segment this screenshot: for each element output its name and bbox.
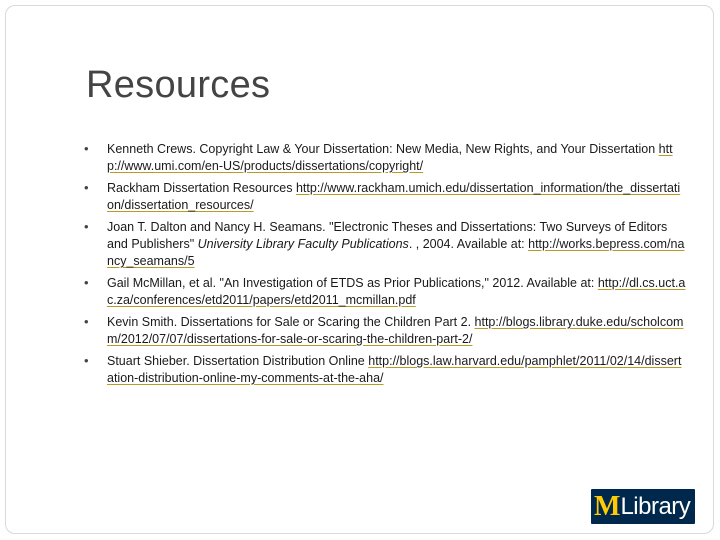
m-library-logo: [591, 489, 695, 524]
citation-text: Kenneth Crews. Copyright Law & Your Dissertation: New Media, New Rights, and Your Dissertation: [107, 142, 659, 156]
citation-text: Joan T. Dalton and Nancy H. Seamans. "Electronic Theses and Dissertations: Two Surveys of Editors and Publishers": [107, 220, 668, 251]
bullet-icon: •: [84, 275, 89, 290]
resource-link[interactable]: http://blogs.library.duke.edu/scholcomm/2012/07/07/dissertations-for-sale-or-scaring-the-children-part-2/: [107, 315, 684, 346]
bullet-icon: •: [84, 180, 89, 195]
citation-text: Kevin Smith. Dissertations for Sale or Scaring the Children Part 2.: [107, 315, 475, 329]
resource-link[interactable]: http://www.rackham.umich.edu/dissertation_information/the_dissertation/dissertation_resources/: [107, 181, 681, 212]
resource-link[interactable]: http://dl.cs.uct.ac.za/conferences/etd2011/papers/etd2011_mcmillan.pdf: [107, 276, 686, 307]
bullet-icon: •: [84, 141, 89, 156]
resource-link[interactable]: http://www.umi.com/en-US/products/dissertations/copyright/: [107, 142, 673, 173]
block-m-logo-mark: M: [594, 491, 620, 522]
citation-suffix: . , 2004. Available at:: [408, 237, 529, 251]
citation-text: Rackham Dissertation Resources: [107, 181, 296, 195]
slide-title: Resources: [86, 64, 271, 106]
citation-text: Gail McMillan, et al. "An Investigation of ETDS as Prior Publications," 2012. Available at:: [107, 276, 598, 290]
resource-list: [86, 141, 686, 392]
bullet-icon: •: [84, 353, 89, 368]
list-item: [86, 219, 686, 270]
bullet-icon: •: [84, 314, 89, 329]
list-item: [86, 180, 686, 214]
resource-link[interactable]: http://blogs.law.harvard.edu/pamphlet/2011/02/14/dissertation-distribution-online-my-comments-at-the-aha/: [107, 354, 682, 385]
citation-text: Stuart Shieber. Dissertation Distribution Online: [107, 354, 369, 368]
publication-name: University Library Faculty Publications: [197, 237, 409, 251]
library-wordmark: Library: [620, 493, 691, 520]
bullet-icon: •: [84, 219, 89, 234]
list-item: [86, 353, 686, 387]
list-item: [86, 141, 686, 175]
resource-link[interactable]: http://works.bepress.com/nancy_seamans/5: [107, 237, 685, 268]
slide-frame: [5, 5, 714, 534]
list-item: [86, 314, 686, 348]
list-item: [86, 275, 686, 309]
